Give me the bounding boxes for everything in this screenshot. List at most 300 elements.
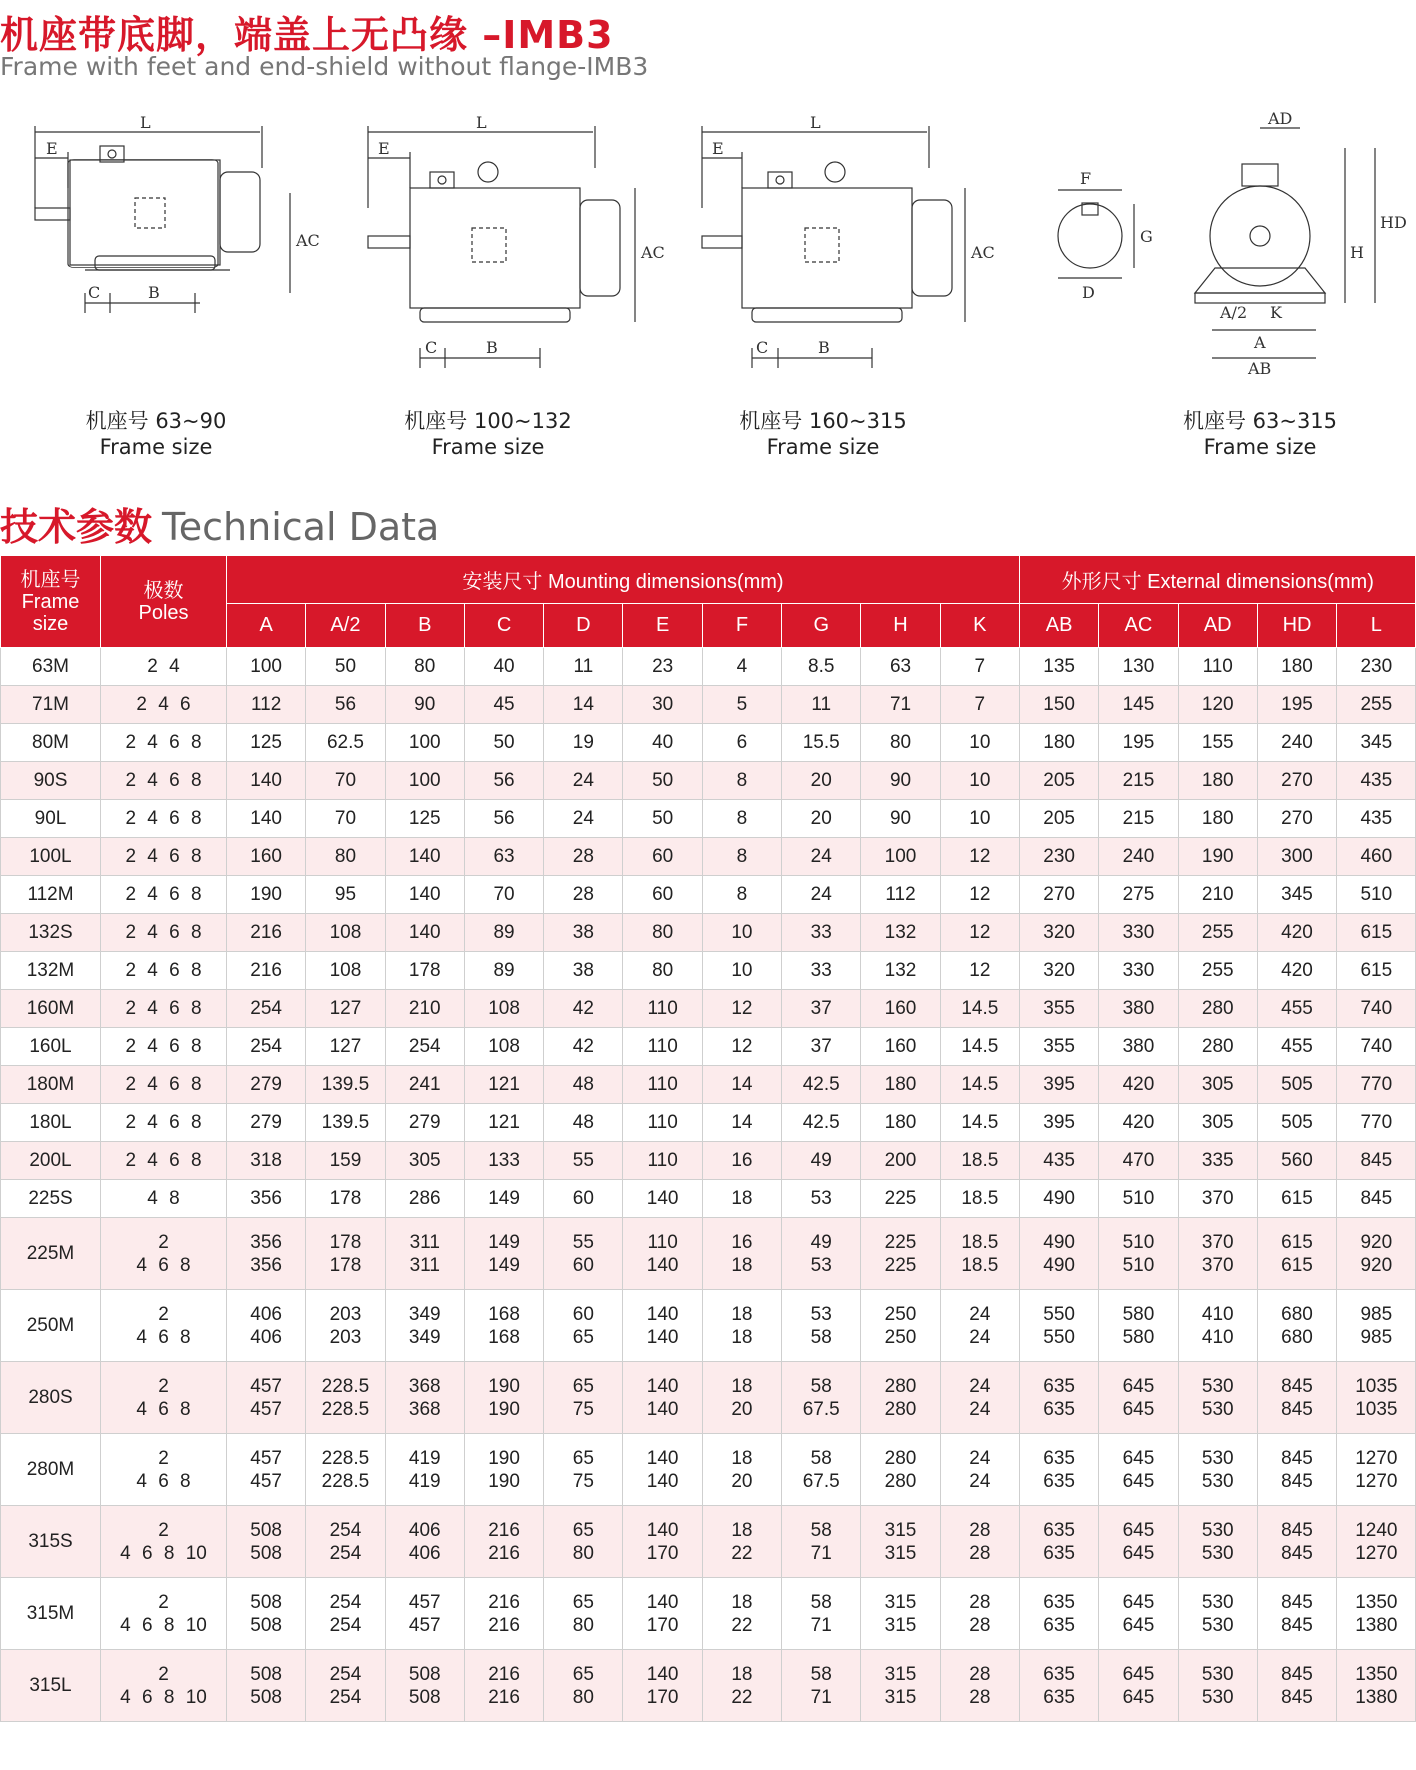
dim-label-G: G: [1140, 227, 1153, 246]
dimension-cell: 355: [1019, 990, 1098, 1028]
poles-cell: 2 4 6 8 10: [101, 1650, 227, 1722]
dimension-cell: 108: [464, 990, 543, 1028]
dimension-cell: 89: [464, 914, 543, 952]
dimension-cell: 42: [544, 1028, 623, 1066]
dimension-cell: 100: [385, 762, 464, 800]
dimension-cell: 740: [1337, 1028, 1416, 1066]
dimension-cell: 356: [227, 1180, 306, 1218]
table-row: [1, 876, 1416, 914]
dimension-cell: 8: [702, 876, 781, 914]
dimension-cell: 42: [544, 990, 623, 1028]
dimension-cell: 18.5 18.5: [940, 1218, 1019, 1290]
dimension-cell: 80: [306, 838, 385, 876]
dimension-cell: 530 530: [1178, 1506, 1257, 1578]
side-view-drawing-2: [368, 126, 635, 368]
dimension-cell: 50: [623, 800, 702, 838]
dimension-cell: 225: [861, 1180, 940, 1218]
dimension-cell: 349 349: [385, 1290, 464, 1362]
dim-label-AD: AD: [1268, 109, 1293, 128]
dimension-cell: 255: [1178, 952, 1257, 990]
dimension-cell: 311 311: [385, 1218, 464, 1290]
dimension-cell: 216 216: [464, 1578, 543, 1650]
dimension-cell: 18: [702, 1180, 781, 1218]
dimension-cell: 254: [227, 1028, 306, 1066]
dimension-cell: 845 845: [1257, 1434, 1336, 1506]
dimension-cell: 90: [861, 800, 940, 838]
dim-label-H: H: [1350, 243, 1364, 262]
dimension-cell: 180: [1019, 724, 1098, 762]
frame-size-cell: 160M: [1, 990, 101, 1028]
dimension-cell: 110: [623, 1104, 702, 1142]
dimension-cell: 53: [782, 1180, 861, 1218]
dimension-cell: 145: [1099, 686, 1178, 724]
dimension-cell: 215: [1099, 800, 1178, 838]
dimension-cell: 16 18: [702, 1218, 781, 1290]
dimension-cell: 435: [1019, 1142, 1098, 1180]
dimension-cell: 38: [544, 914, 623, 952]
poles-cell: 2 4 6 8: [101, 1362, 227, 1434]
dimension-cell: 455: [1257, 1028, 1336, 1066]
dimension-cell: 190 190: [464, 1434, 543, 1506]
dimension-cell: 28 28: [940, 1506, 1019, 1578]
dimension-cell: 216 216: [464, 1506, 543, 1578]
dimension-cell: 380: [1099, 1028, 1178, 1066]
frame-size-cell: 280M: [1, 1434, 101, 1506]
dimension-cell: 180: [1257, 648, 1336, 686]
dimension-cell: 680 680: [1257, 1290, 1336, 1362]
dimension-cell: 530 530: [1178, 1650, 1257, 1722]
dimension-cell: 28 28: [940, 1578, 1019, 1650]
column-header: E: [623, 604, 702, 648]
drawing-caption-2: [398, 408, 578, 460]
dimension-cell: 100: [861, 838, 940, 876]
dimension-cell: 8: [702, 762, 781, 800]
dimension-cell: 460: [1337, 838, 1416, 876]
column-header: A/2: [306, 604, 385, 648]
dimension-cell: 300: [1257, 838, 1336, 876]
dimension-cell: 62.5: [306, 724, 385, 762]
dimension-cell: 65 75: [544, 1434, 623, 1506]
dimension-cell: 335: [1178, 1142, 1257, 1180]
dimension-cell: 320: [1019, 914, 1098, 952]
dimension-cell: 395: [1019, 1066, 1098, 1104]
dimension-cell: 5: [702, 686, 781, 724]
dim-label-E: E: [378, 139, 390, 158]
dimension-cell: 241: [385, 1066, 464, 1104]
dimension-cell: 205: [1019, 762, 1098, 800]
dim-label-F: F: [1080, 169, 1092, 188]
poles-cell: 2 4: [101, 648, 227, 686]
table-row: [1, 686, 1416, 724]
dimension-cell: 24 24: [940, 1434, 1019, 1506]
dimension-cell: 139.5: [306, 1066, 385, 1104]
poles-cell: 2 4 6: [101, 686, 227, 724]
dimension-cell: 70: [306, 762, 385, 800]
dimension-cell: 38: [544, 952, 623, 990]
dimension-cell: 140: [385, 914, 464, 952]
dimension-cell: 110: [623, 1066, 702, 1104]
dimension-cell: 254: [385, 1028, 464, 1066]
section-title-cn: 技术参数: [0, 505, 153, 549]
dimension-cell: 58 67.5: [782, 1434, 861, 1506]
dimension-cell: 159: [306, 1142, 385, 1180]
dimension-cell: 457 457: [385, 1578, 464, 1650]
dimension-cell: 225 225: [861, 1218, 940, 1290]
table-row: [1, 1506, 1416, 1578]
poles-cell: 2 4 6 8: [101, 952, 227, 990]
dimension-cell: 80: [623, 952, 702, 990]
dimension-cell: 8: [702, 800, 781, 838]
dimension-cell: 90: [385, 686, 464, 724]
dimension-cell: 420: [1099, 1066, 1178, 1104]
dim-label-C: C: [756, 338, 769, 357]
dimension-cell: 470: [1099, 1142, 1178, 1180]
dimension-cell: 410 410: [1178, 1290, 1257, 1362]
dimension-cell: 55 60: [544, 1218, 623, 1290]
dimension-cell: 80: [861, 724, 940, 762]
dimension-cell: 406 406: [227, 1290, 306, 1362]
dim-label-C: C: [88, 283, 101, 302]
dimension-cell: 140: [227, 762, 306, 800]
dimension-cell: 255: [1178, 914, 1257, 952]
dimension-cell: 215: [1099, 762, 1178, 800]
table-row: [1, 990, 1416, 1028]
dimension-cell: 112: [861, 876, 940, 914]
dimension-cell: 635 635: [1019, 1506, 1098, 1578]
dimension-cell: 845 845: [1257, 1362, 1336, 1434]
dimension-cell: 18 20: [702, 1434, 781, 1506]
dimension-cell: 33: [782, 952, 861, 990]
dimension-cell: 24 24: [940, 1290, 1019, 1362]
dimension-cell: 80: [623, 914, 702, 952]
dimension-cell: 48: [544, 1066, 623, 1104]
frame-size-cell: 90S: [1, 762, 101, 800]
poles-cell: 2 4 6 8: [101, 1104, 227, 1142]
section-heading: [0, 496, 439, 551]
dimension-cell: 210: [1178, 876, 1257, 914]
dimension-cell: 1350 1380: [1337, 1650, 1416, 1722]
dim-label-B: B: [486, 338, 498, 357]
dimension-cell: 205: [1019, 800, 1098, 838]
dimension-cell: 130: [1099, 648, 1178, 686]
dimension-cell: 216 216: [464, 1650, 543, 1722]
dimension-cell: 60: [623, 876, 702, 914]
dimension-cell: 12: [940, 952, 1019, 990]
dim-label-K: K: [1270, 303, 1282, 322]
dimension-cell: 20: [782, 762, 861, 800]
dimension-cell: 845 845: [1257, 1578, 1336, 1650]
dimension-cell: 315 315: [861, 1578, 940, 1650]
dimension-cell: 330: [1099, 914, 1178, 952]
dimension-cell: 19: [544, 724, 623, 762]
poles-header: 极数 Poles: [101, 556, 227, 648]
dimension-cell: 457 457: [227, 1362, 306, 1434]
dimension-cell: 178: [306, 1180, 385, 1218]
column-header: F: [702, 604, 781, 648]
dimension-cell: 305: [1178, 1104, 1257, 1142]
dim-label-C: C: [425, 338, 438, 357]
dimension-cell: 330: [1099, 952, 1178, 990]
dimension-cell: 318: [227, 1142, 306, 1180]
dimension-cell: 420: [1257, 952, 1336, 990]
dimension-cell: 985 985: [1337, 1290, 1416, 1362]
frame-size-cell: 63M: [1, 648, 101, 686]
column-header: A: [227, 604, 306, 648]
dimension-cell: 345: [1337, 724, 1416, 762]
dimension-cell: 435: [1337, 800, 1416, 838]
dimension-cell: 40: [623, 724, 702, 762]
frame-size-cell: 80M: [1, 724, 101, 762]
dimension-cell: 635 635: [1019, 1578, 1098, 1650]
dimension-cell: 635 635: [1019, 1362, 1098, 1434]
dimension-cell: 435: [1337, 762, 1416, 800]
dimension-cell: 110: [1178, 648, 1257, 686]
dimension-cell: 180: [861, 1104, 940, 1142]
dim-label-B: B: [818, 338, 830, 357]
dimension-cell: 7: [940, 686, 1019, 724]
dimension-cell: 140 170: [623, 1650, 702, 1722]
section-title-en: Technical Data: [162, 505, 440, 549]
dimension-cell: 380: [1099, 990, 1178, 1028]
dimension-cell: 510: [1337, 876, 1416, 914]
drawing-caption-3: [733, 408, 913, 460]
dimension-cell: 95: [306, 876, 385, 914]
dimension-cell: 530 530: [1178, 1362, 1257, 1434]
table-row: [1, 914, 1416, 952]
dimension-cell: 50: [623, 762, 702, 800]
dimension-cell: 160: [861, 1028, 940, 1066]
external-dimensions-header: 外形尺寸 External dimensions(mm): [1019, 556, 1416, 604]
dimension-cell: 14: [544, 686, 623, 724]
caption-en: Frame size: [1203, 435, 1317, 459]
dimension-cell: 12: [940, 914, 1019, 952]
dimension-cell: 140: [385, 876, 464, 914]
dim-label-HD: HD: [1380, 213, 1407, 232]
dimension-cell: 615: [1257, 1180, 1336, 1218]
dimension-cell: 490: [1019, 1180, 1098, 1218]
dimension-cell: 70: [464, 876, 543, 914]
dimension-cell: 505: [1257, 1104, 1336, 1142]
caption-cn: 机座号 100~132: [404, 409, 572, 433]
dimension-cell: 255: [1337, 686, 1416, 724]
dimension-cell: 18 22: [702, 1578, 781, 1650]
dimension-cell: 280: [1178, 1028, 1257, 1066]
dimension-cell: 1035 1035: [1337, 1362, 1416, 1434]
column-header: H: [861, 604, 940, 648]
dimension-cell: 6: [702, 724, 781, 762]
dimension-cell: 370: [1178, 1180, 1257, 1218]
poles-cell: 2 4 6 8: [101, 838, 227, 876]
dimension-cell: 200: [861, 1142, 940, 1180]
dim-label-B: B: [148, 283, 160, 302]
dimension-cell: 240: [1257, 724, 1336, 762]
table-row: [1, 1066, 1416, 1104]
dimension-cell: 270: [1257, 762, 1336, 800]
dimension-cell: 140 170: [623, 1506, 702, 1578]
caption-cn: 机座号 63~90: [85, 409, 227, 433]
frame-size-cell: 100L: [1, 838, 101, 876]
dimension-cell: 510 510: [1099, 1218, 1178, 1290]
table-row: [1, 1290, 1416, 1362]
dim-label-L: L: [476, 113, 487, 132]
column-header: AB: [1019, 604, 1098, 648]
dimension-cell: 127: [306, 990, 385, 1028]
dimension-cell: 100: [227, 648, 306, 686]
dimension-cell: 12: [940, 876, 1019, 914]
dimension-cell: 71: [861, 686, 940, 724]
dimension-cell: 155: [1178, 724, 1257, 762]
column-header: AC: [1099, 604, 1178, 648]
frame-size-cell: 90L: [1, 800, 101, 838]
frame-size-cell: 250M: [1, 1290, 101, 1362]
side-view-drawing-1: [35, 126, 290, 313]
dimension-cell: 108: [306, 952, 385, 990]
dimension-cell: 14.5: [940, 990, 1019, 1028]
dim-label-A2: A/2: [1220, 303, 1248, 322]
dimension-cell: 168 168: [464, 1290, 543, 1362]
dimension-cell: 149 149: [464, 1218, 543, 1290]
table-row: [1, 838, 1416, 876]
dimension-cell: 45: [464, 686, 543, 724]
frame-size-cell: 160L: [1, 1028, 101, 1066]
dimension-cell: 406 406: [385, 1506, 464, 1578]
poles-cell: 2 4 6 8: [101, 800, 227, 838]
dimension-cell: 195: [1099, 724, 1178, 762]
dim-label-L: L: [140, 113, 151, 132]
dimension-cell: 140 170: [623, 1578, 702, 1650]
dimension-cell: 8.5: [782, 648, 861, 686]
dimension-cell: 28: [544, 838, 623, 876]
frame-size-cell: 132M: [1, 952, 101, 990]
dimension-cell: 28 28: [940, 1650, 1019, 1722]
poles-cell: 2 4 6 8: [101, 1290, 227, 1362]
dimension-cell: 58 71: [782, 1506, 861, 1578]
dimension-cell: 12: [940, 838, 1019, 876]
dimension-cell: 178: [385, 952, 464, 990]
dimension-cell: 63: [861, 648, 940, 686]
dimension-cell: 70: [306, 800, 385, 838]
dimension-cell: 10: [702, 914, 781, 952]
dimension-cell: 345: [1257, 876, 1336, 914]
frame-size-cell: 180L: [1, 1104, 101, 1142]
dimension-cell: 108: [306, 914, 385, 952]
dimension-cell: 14.5: [940, 1028, 1019, 1066]
dimension-cell: 150: [1019, 686, 1098, 724]
caption-cn: 机座号 63~315: [1182, 409, 1338, 433]
column-header: C: [464, 604, 543, 648]
poles-cell: 2 4 6 8: [101, 1218, 227, 1290]
dimension-cell: 275: [1099, 876, 1178, 914]
dimension-cell: 37: [782, 990, 861, 1028]
dimension-cell: 505: [1257, 1066, 1336, 1104]
dimension-cell: 4: [702, 648, 781, 686]
dimension-cell: 42.5: [782, 1104, 861, 1142]
dimension-cell: 286: [385, 1180, 464, 1218]
dimension-cell: 420: [1099, 1104, 1178, 1142]
dimension-cell: 12: [702, 1028, 781, 1066]
dimension-cell: 645 645: [1099, 1578, 1178, 1650]
dimension-cell: 280 280: [861, 1434, 940, 1506]
dimension-cell: 420: [1257, 914, 1336, 952]
poles-cell: 2 4 6 8: [101, 1434, 227, 1506]
poles-cell: 2 4 6 8: [101, 876, 227, 914]
dimension-cell: 457 457: [227, 1434, 306, 1506]
dimension-cell: 11: [782, 686, 861, 724]
dimension-cell: 270: [1019, 876, 1098, 914]
dimension-cell: 65 80: [544, 1506, 623, 1578]
dimension-cell: 455: [1257, 990, 1336, 1028]
table-row: [1, 1362, 1416, 1434]
dimension-cell: 320: [1019, 952, 1098, 990]
poles-cell: 2 4 6 8: [101, 724, 227, 762]
dimension-cell: 58 67.5: [782, 1362, 861, 1434]
dimension-cell: 65 80: [544, 1650, 623, 1722]
table-row: [1, 1650, 1416, 1722]
dimension-cell: 56: [464, 800, 543, 838]
dimension-cell: 230: [1337, 648, 1416, 686]
column-header: B: [385, 604, 464, 648]
poles-cell: 2 4 6 8: [101, 914, 227, 952]
dimension-cell: 240: [1099, 838, 1178, 876]
dimension-cell: 7: [940, 648, 1019, 686]
dimension-cell: 37: [782, 1028, 861, 1066]
dimension-cell: 110: [623, 1142, 702, 1180]
dimension-cell: 30: [623, 686, 702, 724]
frame-size-cell: 280S: [1, 1362, 101, 1434]
column-header: HD: [1257, 604, 1336, 648]
frame-size-cell: 71M: [1, 686, 101, 724]
dimension-cell: 20: [782, 800, 861, 838]
dimension-cell: 315 315: [861, 1650, 940, 1722]
table-row: [1, 1104, 1416, 1142]
dimension-cell: 508 508: [227, 1578, 306, 1650]
dimension-cell: 1350 1380: [1337, 1578, 1416, 1650]
dimension-cell: 178 178: [306, 1218, 385, 1290]
dim-label-AB: AB: [1248, 359, 1272, 378]
dimension-cell: 100: [385, 724, 464, 762]
table-row: [1, 1578, 1416, 1650]
dimension-cell: 250 250: [861, 1290, 940, 1362]
table-row: [1, 800, 1416, 838]
dimension-cell: 645 645: [1099, 1362, 1178, 1434]
dimension-cell: 50: [306, 648, 385, 686]
dimension-cell: 190: [1178, 838, 1257, 876]
dimension-cell: 645 645: [1099, 1506, 1178, 1578]
dimension-cell: 845: [1337, 1180, 1416, 1218]
dimension-cell: 8: [702, 838, 781, 876]
dimension-cell: 140: [227, 800, 306, 838]
dimension-cell: 140 140: [623, 1434, 702, 1506]
dimension-cell: 530 530: [1178, 1434, 1257, 1506]
poles-cell: 2 4 6 8: [101, 990, 227, 1028]
dimension-cell: 279: [385, 1104, 464, 1142]
dimension-cell: 216: [227, 914, 306, 952]
frame-size-header: 机座号 Frame size: [1, 556, 101, 648]
end-view-drawing: [1195, 128, 1375, 358]
dimension-cell: 254: [227, 990, 306, 1028]
frame-size-cell: 225M: [1, 1218, 101, 1290]
dimension-cell: 60: [623, 838, 702, 876]
dimension-cell: 125: [385, 800, 464, 838]
dimension-cell: 23: [623, 648, 702, 686]
dimension-cell: 845: [1337, 1142, 1416, 1180]
table-row: [1, 1028, 1416, 1066]
frame-size-cell: 200L: [1, 1142, 101, 1180]
dimension-cell: 48: [544, 1104, 623, 1142]
dimension-cell: 140 140: [623, 1290, 702, 1362]
dimension-cell: 56: [306, 686, 385, 724]
dimension-cell: 65 75: [544, 1362, 623, 1434]
